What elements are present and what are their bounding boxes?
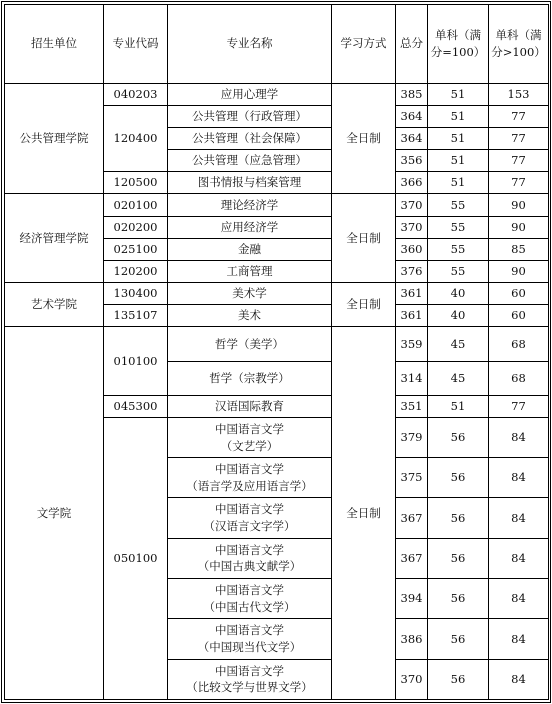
- single-over-100-cell: 77: [489, 150, 549, 172]
- single-over-100-cell: 84: [489, 498, 549, 538]
- mode-cell: 全日制: [332, 194, 396, 283]
- total-cell: 370: [396, 194, 428, 216]
- single-over-100-cell: 77: [489, 172, 549, 194]
- code-cell: 010100: [104, 327, 168, 395]
- single-over-100-cell: 60: [489, 305, 549, 327]
- header-single-over-100: 单科（满分>100）: [489, 5, 549, 84]
- header-total: 总分: [396, 5, 428, 84]
- single-over-100-cell: 77: [489, 395, 549, 417]
- single-over-100-cell: 85: [489, 238, 549, 260]
- single-100-cell: 56: [428, 538, 489, 578]
- single-over-100-cell: 84: [489, 579, 549, 619]
- table-row: [5, 83, 549, 105]
- unit-cell: 公共管理学院: [5, 83, 104, 194]
- major-cell: 工商管理: [168, 260, 332, 282]
- single-over-100-cell: 84: [489, 538, 549, 578]
- code-cell: 050100: [104, 417, 168, 699]
- major-cell: 应用经济学: [168, 216, 332, 238]
- major-cell: 中国语言文学 （中国古典文献学）: [168, 538, 332, 578]
- single-100-cell: 51: [428, 150, 489, 172]
- major-cell: 中国语言文学 （中国现当代文学）: [168, 619, 332, 659]
- major-cell: 金融: [168, 238, 332, 260]
- code-cell: 120400: [104, 105, 168, 171]
- major-cell: 哲学（美学）: [168, 327, 332, 361]
- major-cell: 美术学: [168, 282, 332, 304]
- major-cell: 应用心理学: [168, 83, 332, 105]
- major-cell: 哲学（宗教学）: [168, 361, 332, 395]
- single-over-100-cell: 77: [489, 127, 549, 149]
- single-over-100-cell: 90: [489, 260, 549, 282]
- single-over-100-cell: 84: [489, 619, 549, 659]
- major-cell: 中国语言文学 （文艺学）: [168, 417, 332, 457]
- header-code: 专业代码: [104, 5, 168, 84]
- mode-cell: 全日制: [332, 327, 396, 700]
- single-100-cell: 56: [428, 659, 489, 699]
- total-cell: 379: [396, 417, 428, 457]
- single-100-cell: 51: [428, 105, 489, 127]
- single-100-cell: 55: [428, 260, 489, 282]
- total-cell: 367: [396, 538, 428, 578]
- unit-cell: 文学院: [5, 327, 104, 700]
- mode-cell: 全日制: [332, 83, 396, 194]
- single-over-100-cell: 90: [489, 194, 549, 216]
- single-over-100-cell: 68: [489, 361, 549, 395]
- major-cell: 中国语言文学 （中国古代文学）: [168, 579, 332, 619]
- total-cell: 385: [396, 83, 428, 105]
- single-100-cell: 55: [428, 216, 489, 238]
- major-cell: 中国语言文学 （语言学及应用语言学）: [168, 458, 332, 498]
- single-over-100-cell: 84: [489, 417, 549, 457]
- total-cell: 370: [396, 216, 428, 238]
- total-cell: 356: [396, 150, 428, 172]
- total-cell: 370: [396, 659, 428, 699]
- single-100-cell: 51: [428, 127, 489, 149]
- major-cell: 公共管理（行政管理）: [168, 105, 332, 127]
- major-cell: 公共管理（应急管理）: [168, 150, 332, 172]
- admission-score-table: [4, 4, 549, 700]
- single-100-cell: 51: [428, 83, 489, 105]
- header-single-100: 单科（满分=100）: [428, 5, 489, 84]
- total-cell: 314: [396, 361, 428, 395]
- single-over-100-cell: 84: [489, 458, 549, 498]
- code-cell: 120200: [104, 260, 168, 282]
- single-100-cell: 40: [428, 305, 489, 327]
- header-row: [5, 5, 549, 84]
- total-cell: 364: [396, 105, 428, 127]
- major-cell: 图书情报与档案管理: [168, 172, 332, 194]
- mode-cell: 全日制: [332, 282, 396, 326]
- code-cell: 130400: [104, 282, 168, 304]
- total-cell: 360: [396, 238, 428, 260]
- major-cell: 公共管理（社会保障）: [168, 127, 332, 149]
- total-cell: 386: [396, 619, 428, 659]
- total-cell: 361: [396, 282, 428, 304]
- total-cell: 364: [396, 127, 428, 149]
- total-cell: 351: [396, 395, 428, 417]
- header-mode: 学习方式: [332, 5, 396, 84]
- single-over-100-cell: 68: [489, 327, 549, 361]
- single-100-cell: 56: [428, 458, 489, 498]
- major-cell: 美术: [168, 305, 332, 327]
- total-cell: 394: [396, 579, 428, 619]
- single-100-cell: 56: [428, 498, 489, 538]
- code-cell: 020100: [104, 194, 168, 216]
- major-cell: 理论经济学: [168, 194, 332, 216]
- single-100-cell: 40: [428, 282, 489, 304]
- single-100-cell: 56: [428, 619, 489, 659]
- single-over-100-cell: 77: [489, 105, 549, 127]
- table-row: [5, 282, 549, 304]
- unit-cell: 艺术学院: [5, 282, 104, 326]
- major-cell: 中国语言文学 （比较文学与世界文学）: [168, 659, 332, 699]
- major-cell: 中国语言文学 （汉语言文字学）: [168, 498, 332, 538]
- single-100-cell: 51: [428, 172, 489, 194]
- total-cell: 367: [396, 498, 428, 538]
- table-row: [5, 194, 549, 216]
- single-100-cell: 51: [428, 395, 489, 417]
- total-cell: 359: [396, 327, 428, 361]
- major-cell: 汉语国际教育: [168, 395, 332, 417]
- total-cell: 366: [396, 172, 428, 194]
- single-100-cell: 56: [428, 417, 489, 457]
- header-name: 专业名称: [168, 5, 332, 84]
- single-100-cell: 45: [428, 327, 489, 361]
- table-row: [5, 327, 549, 361]
- single-over-100-cell: 90: [489, 216, 549, 238]
- code-cell: 020200: [104, 216, 168, 238]
- single-over-100-cell: 84: [489, 659, 549, 699]
- single-100-cell: 55: [428, 238, 489, 260]
- total-cell: 376: [396, 260, 428, 282]
- total-cell: 361: [396, 305, 428, 327]
- code-cell: 025100: [104, 238, 168, 260]
- single-100-cell: 56: [428, 579, 489, 619]
- header-unit: 招生单位: [5, 5, 104, 84]
- single-over-100-cell: 60: [489, 282, 549, 304]
- single-100-cell: 55: [428, 194, 489, 216]
- single-over-100-cell: 153: [489, 83, 549, 105]
- unit-cell: 经济管理学院: [5, 194, 104, 283]
- code-cell: 120500: [104, 172, 168, 194]
- code-cell: 045300: [104, 395, 168, 417]
- single-100-cell: 45: [428, 361, 489, 395]
- code-cell: 135107: [104, 305, 168, 327]
- code-cell: 040203: [104, 83, 168, 105]
- total-cell: 375: [396, 458, 428, 498]
